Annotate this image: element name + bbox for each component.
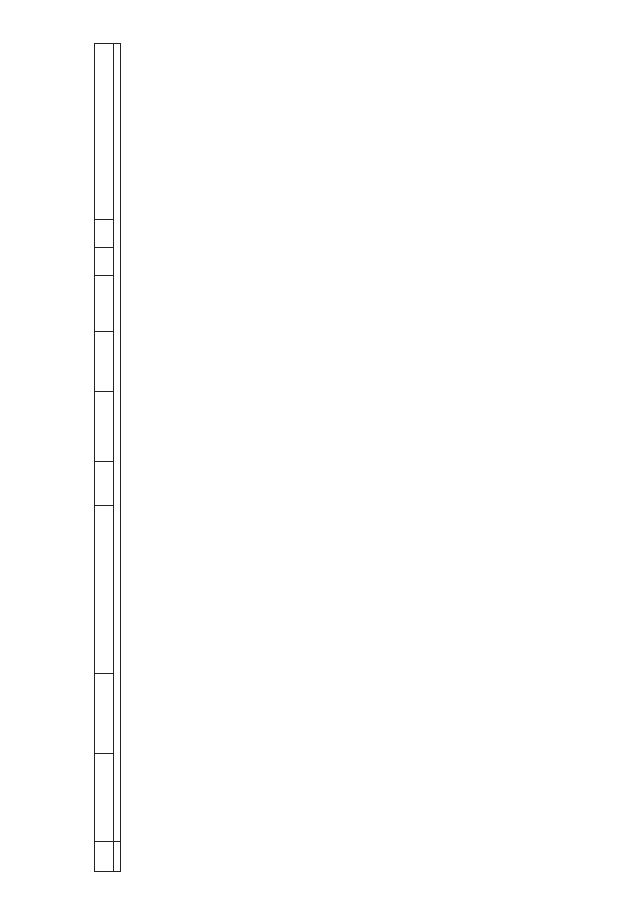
col-header (95, 754, 114, 842)
col-header (95, 506, 114, 674)
section-row (114, 44, 121, 872)
col-header (95, 674, 114, 754)
col-header (95, 276, 114, 332)
header-row (95, 44, 114, 872)
col-header (95, 842, 114, 872)
section-title (114, 44, 121, 842)
col-header (95, 220, 114, 248)
measures-table (94, 43, 121, 872)
col-header (95, 392, 114, 462)
section-number (114, 842, 121, 872)
col-header (95, 248, 114, 276)
col-header (95, 462, 114, 506)
col-header (95, 44, 114, 220)
col-header (95, 332, 114, 392)
rotated-page (94, 42, 584, 872)
